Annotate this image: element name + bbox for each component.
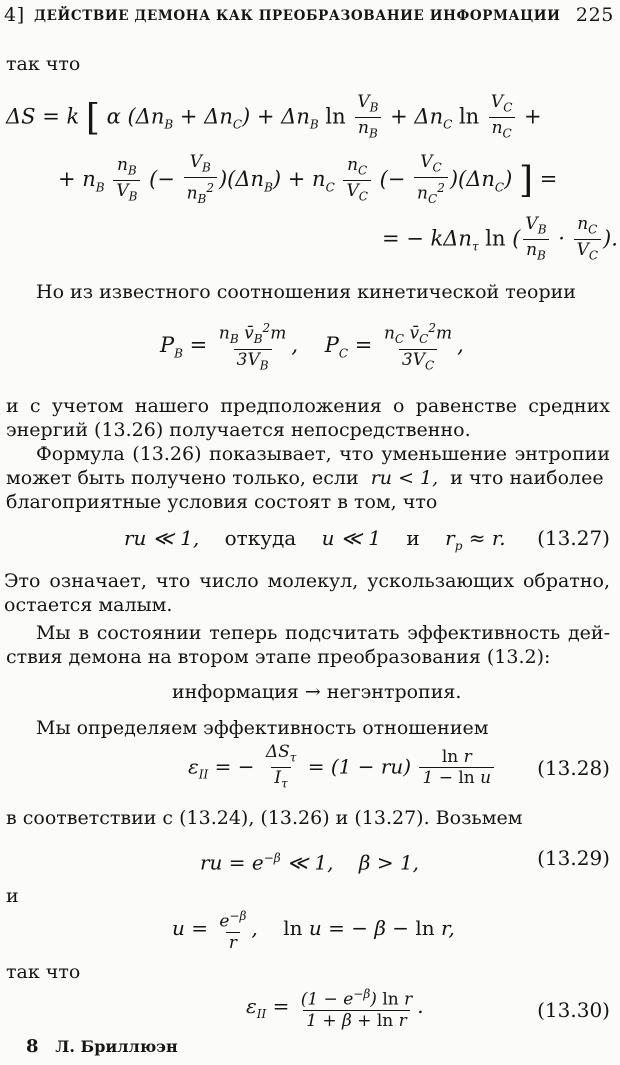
para-formula-1: Формула (13.26) показывает, что уменьшение энтропии bbox=[36, 443, 610, 465]
para-formula-2: может быть получено только, если ru < 1, и что наиболее bbox=[6, 467, 604, 489]
equation-pressure: $P_B$ = $\frac{n_B v̄_B^2m}{3V_B}$ , $P_C$ = $\frac{n_C v̄_C^2m}{3V_C}$ , bbox=[160, 318, 464, 375]
para-efficiency: Мы определяем эффективность отношением bbox=[36, 717, 489, 739]
signature-author: Л. Бриллюэн bbox=[55, 1037, 178, 1056]
para-eto-1: Это означает, что число молекул, ускользающих обратно, bbox=[4, 570, 610, 592]
para-uchet-1: и с учетом нашего предположения о равенстве средних bbox=[6, 395, 610, 417]
running-title: ДЕЙСТВИЕ ДЕМОНА КАК ПРЕОБРАЗОВАНИЕ ИНФОРМАЦИИ bbox=[34, 8, 561, 24]
tak-chto-1: так что bbox=[6, 53, 81, 75]
equation-13-30: $\varepsilon_{II}$ = $\frac{(1 - e^{-\beta}) \ln r}{\text{1 + β + ln r}}$ . bbox=[246, 987, 424, 1031]
equation-number-13-28: (13.28) bbox=[537, 756, 610, 780]
tak-chto-2: так что bbox=[6, 961, 81, 983]
equation-number-13-29: (13.29) bbox=[537, 846, 610, 870]
equation-13-28: $\varepsilon_{II}$ = − $\frac{\Delta S_\tau}{I_\tau}$ = (1 − ru) $\frac{\text{ln r}}{\text{1 − ln u}}$ bbox=[188, 742, 496, 794]
info-negentropy-line: информация → негэнтропия. bbox=[172, 681, 462, 703]
para-formula-3: благоприятные условия состоят в том, что bbox=[6, 491, 438, 513]
equation-number-13-27: (13.27) bbox=[537, 526, 610, 550]
equation-delta-s-line2: + $n_B$ $\frac{n_B}{V_B}$ (− $\frac{V_B}{n_B^2}$ )$(\Delta n_B) + n_C$ $\frac{n_C}{V_C}$ (− $\frac{V_C}{n_C^2}$ )$(\Delta n_C)$ ] = bbox=[58, 152, 557, 209]
para-uchet-2: энергий (13.26) получается непосредственно. bbox=[6, 419, 471, 441]
i-word: и bbox=[6, 885, 19, 907]
para-my-1: Мы в состоянии теперь подсчитать эффективность дей- bbox=[36, 622, 610, 644]
para-my-2: ствия демона на втором этапе преобразования (13.2): bbox=[6, 646, 551, 668]
equation-13-29: ru = $e^{-\beta}$ ≪ 1, β > 1, bbox=[200, 850, 420, 875]
running-header bbox=[4, 4, 614, 30]
equation-13-27: ru ≪ 1, откуда u ≪ 1 и $r_p \approx r$. bbox=[124, 526, 506, 553]
printer-signature bbox=[26, 1036, 178, 1057]
page-number: 225 bbox=[575, 4, 614, 26]
para-kinetic: Но из известного соотношения кинетической теории bbox=[36, 281, 576, 303]
equation-delta-s-line3: = − kΔn$_\tau$ ln ( $\frac{V_B}{n_B}$ · $\frac{n_C}{V_C}$ ). bbox=[382, 214, 618, 266]
section-number: 4] bbox=[4, 4, 25, 26]
para-eto-2: остается малым. bbox=[4, 594, 173, 616]
equation-delta-s-line1: ΔS = k [ α $(\Delta n_B + \Delta n_C) + \Delta n_B$ ln $\frac{V_B}{n_B}$ + $\Delta n_C$ ln $\frac{V_C}{n_C}$ + bbox=[6, 92, 542, 144]
equation-u: u = $\frac{e^{-\beta}}{r}$ , ln u = − β − ln r, bbox=[172, 909, 455, 953]
para-sootvetstvii: в соответствии с (13.24), (13.26) и (13.27). Возьмем bbox=[6, 807, 523, 829]
equation-number-13-30: (13.30) bbox=[537, 998, 610, 1022]
signature-number: 8 bbox=[26, 1036, 39, 1057]
